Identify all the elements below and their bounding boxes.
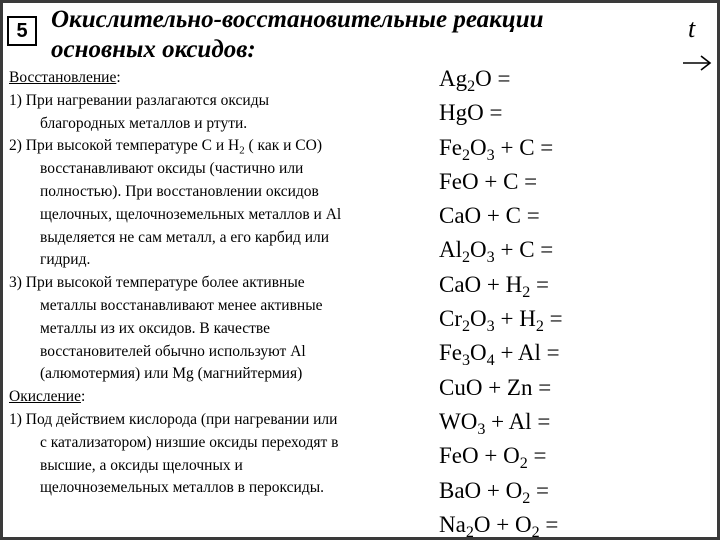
equation-subscript: 3 — [462, 352, 471, 370]
equation-subscript: 4 — [486, 352, 495, 370]
equation-4 — [439, 165, 717, 199]
oxidation-heading-line: Окисление: — [9, 388, 86, 406]
oxidation-heading: Окисление — [9, 388, 81, 406]
explanation-text — [9, 67, 445, 500]
text-line: щелочноземельных металлов в пероксиды. — [40, 479, 325, 497]
equation-text: O + O — [473, 511, 532, 537]
slide-number: 5 — [7, 16, 37, 46]
equation-subscript: 3 — [486, 317, 495, 335]
equation-9 — [439, 336, 717, 370]
equation-text: O — [470, 134, 487, 160]
text-line: выделяется не сам металл, а его карбид или — [40, 228, 330, 246]
equation-text: + Al = — [494, 340, 560, 366]
text-line: благородных металлов и ртути. — [40, 114, 248, 132]
equation-text: Fe — [439, 340, 462, 366]
reduction-item-3: 3) При высокой температуре более активные — [9, 274, 305, 292]
equation-text: = — [527, 443, 547, 469]
reduction-heading: Восстановление — [9, 69, 117, 86]
equation-subscript: 2 — [462, 249, 471, 267]
text-line: металлы из их оксидов. В качестве — [40, 319, 271, 337]
equation-14 — [439, 508, 717, 537]
equation-text: FeO + O — [439, 443, 520, 469]
equation-7 — [439, 268, 717, 302]
equation-text: CaO + C = — [439, 203, 540, 229]
title-line-1: Окислительно-восстановительные реакции — [51, 6, 544, 33]
text-line: (алюмотермия) или Mg (магнийтермия) — [40, 365, 303, 383]
reduction-item-1: 1) При нагревании разлагаются оксиды — [9, 91, 270, 109]
equation-text: = — [530, 271, 550, 297]
equation-text: FeO + C = — [439, 168, 538, 194]
text-line: гидрид. — [40, 251, 91, 269]
slide-title — [51, 5, 611, 65]
reduction-item-2: 2) При высокой температуре С и $Н_2$ ( как и СО) — [9, 137, 322, 157]
equation-text: = — [530, 477, 550, 503]
equation-text: Na — [439, 511, 466, 537]
equation-subscript: 2 — [531, 523, 540, 537]
text-line: с катализатором) низшие оксиды переходят в — [40, 433, 339, 451]
equation-text: + Al = — [485, 408, 551, 434]
equation-6 — [439, 233, 717, 267]
equation-subscript: 2 — [535, 317, 544, 335]
equation-5 — [439, 199, 717, 233]
text-line: восстанавливают оксиды (частично или — [40, 160, 304, 178]
equation-subscript: 2 — [522, 283, 531, 301]
svg-text:t: t — [688, 14, 696, 43]
equation-text: Al — [439, 237, 462, 263]
equation-text: Ag — [439, 66, 468, 91]
equation-text: WO — [439, 408, 478, 434]
title-line-2: основных оксидов: — [51, 36, 256, 63]
equation-subscript: 3 — [486, 146, 495, 164]
equation-text: CuO + Zn = — [439, 374, 552, 400]
equation-text: O — [470, 306, 487, 332]
equation-text: + C = — [494, 134, 554, 160]
equation-subscript: 2 — [462, 146, 471, 164]
equation-13 — [439, 474, 717, 508]
text-line: высшие, а оксиды щелочных и — [40, 456, 243, 474]
equation-text: Fe — [439, 134, 462, 160]
equation-text: HgO = — [439, 100, 503, 126]
equation-12 — [439, 439, 717, 473]
equation-text: BaO + O — [439, 477, 523, 503]
equation-text: + H — [494, 306, 536, 332]
equation-text: = — [543, 306, 563, 332]
equation-text: Cr — [439, 306, 462, 332]
equation-subscript: 2 — [522, 489, 531, 507]
text-line: полностью). При восстановлении оксидов — [40, 182, 319, 200]
equation-subscript: 2 — [462, 317, 471, 335]
equation-subscript: 2 — [465, 523, 474, 537]
equation-subscript: 3 — [486, 249, 495, 267]
equations-list — [439, 62, 717, 537]
equation-text: O — [470, 237, 487, 263]
oxidation-item-1: 1) Под действием кислорода (при нагревании или — [9, 410, 338, 428]
equation-11 — [439, 405, 717, 439]
equation-subscript: 2 — [467, 77, 476, 95]
equation-10 — [439, 371, 717, 405]
equation-subscript: 3 — [477, 420, 486, 438]
slide — [3, 3, 717, 537]
text-line: восстановителей обычно используют Al — [40, 342, 306, 360]
equation-text: O — [470, 340, 487, 366]
equation-text: CaO + H — [439, 271, 523, 297]
equation-text: O = — [475, 66, 511, 91]
reduction-heading-line: Восстановление: — [9, 69, 121, 86]
equation-text: = — [539, 511, 559, 537]
equation-3 — [439, 131, 717, 165]
equation-2 — [439, 96, 717, 130]
equation-subscript: 2 — [519, 455, 528, 473]
equation-1 — [439, 62, 717, 96]
equation-8 — [439, 302, 717, 336]
text-line: металлы восстанавливают менее активные — [40, 296, 323, 314]
text-line: щелочных, щелочноземельных металлов и Al — [40, 205, 342, 223]
equation-text: + C = — [494, 237, 554, 263]
